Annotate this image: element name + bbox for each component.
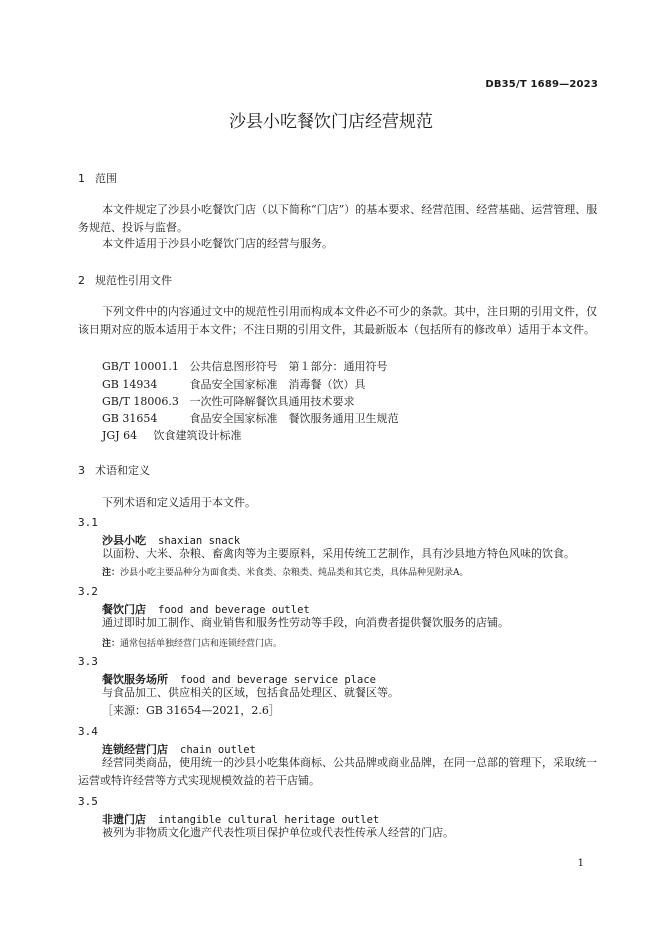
term-number: 3.1 — [78, 516, 98, 529]
term-source: ［来源：GB 31654—2021，2.6］ — [102, 704, 280, 717]
reference-item — [102, 393, 355, 409]
term-name-cn: 非遗门店 — [102, 813, 146, 826]
note-label: 注： — [102, 568, 121, 578]
section-number: 3 — [78, 464, 85, 477]
reference-item — [102, 427, 242, 443]
term-definition: 与食品加工、供应相关的区域，包括食品处理区、就餐区等。 — [102, 686, 399, 699]
sec2-paragraph-1: 下列文件中的内容通过文中的规范性引用而构成本文件必不可少的条款。其中，注日期的引用文件，仅该日期对应的版本适用于本文件；不注日期的引用文件，其最新版本（包括所有的修改单）适用于本文件。 — [78, 305, 597, 336]
term-number: 3.2 — [78, 585, 98, 598]
term-definition: 被列为非物质文化遗产代表性项目保护单位或代表性传承人经营的门店。 — [102, 826, 454, 839]
reference-item — [102, 376, 366, 392]
section-2-heading — [78, 272, 172, 288]
section-title: 规范性引用文件 — [95, 274, 172, 287]
term-note — [102, 565, 469, 578]
reference-name: 饮食建筑设计标准 — [153, 429, 242, 442]
section-1-heading — [78, 170, 117, 186]
term-name-cn: 连锁经营门店 — [102, 743, 168, 756]
section-title: 范围 — [95, 172, 117, 185]
reference-name: 食品安全国家标准 餐饮服务通用卫生规范 — [189, 412, 399, 425]
sec1-paragraph-1: 本文件规定了沙县小吃餐饮门店（以下简称“门店”）的基本要求、经营范围、经营基础、运营管理、服务规范、投诉与监督。 — [78, 203, 598, 234]
term-name-en: intangible cultural heritage outlet — [158, 814, 380, 826]
term-name-en: food and beverage outlet — [158, 604, 310, 616]
term-name-en: food and beverage service place — [180, 674, 376, 686]
reference-code: GB/T 18006.3 — [102, 395, 179, 408]
term-number: 3.3 — [78, 655, 98, 668]
document-title: 沙县小吃餐饮门店经营规范 — [229, 112, 433, 132]
section-number: 2 — [78, 274, 85, 287]
reference-name: 食品安全国家标准 消毒餐（饮）具 — [189, 378, 366, 391]
term-number: 3.4 — [78, 725, 98, 738]
term-name-cn: 餐饮服务场所 — [102, 673, 168, 686]
reference-code: GB 31654 — [102, 412, 158, 425]
section-title: 术语和定义 — [95, 464, 150, 477]
section-number: 1 — [78, 172, 85, 185]
reference-item — [102, 410, 399, 426]
reference-code: GB 14934 — [102, 378, 158, 391]
reference-name: 一次性可降解餐饮具通用技术要求 — [189, 395, 355, 408]
term-definition: 通过即时加工制作、商业销售和服务性劳动等手段，向消费者提供餐饮服务的店铺。 — [102, 616, 509, 629]
page-number: 1 — [577, 858, 584, 869]
term-number: 3.5 — [78, 795, 98, 808]
document-code: DB35/T 1689—2023 — [485, 79, 598, 90]
term-note — [102, 636, 282, 649]
term-name-cn: 沙县小吃 — [102, 534, 146, 547]
term-definition: 经营同类商品，使用统一的沙县小吃集体商标、公共品牌或商业品牌，在同一总部的管理下，采取统一运营或特许经营等方式实现规模效益的若干店铺。 — [78, 756, 597, 787]
term-name-cn: 餐饮门店 — [102, 603, 146, 616]
reference-item — [102, 358, 388, 374]
sec3-intro: 下列术语和定义适用于本文件。 — [102, 496, 256, 509]
term-name-en: chain outlet — [180, 744, 256, 756]
note-text: 通常包括单独经营门店和连锁经营门店。 — [120, 639, 283, 649]
reference-code: GB/T 10001.1 — [102, 360, 179, 373]
note-text: 沙县小吃主要品种分为面食类、米食类、杂粮类、炖品类和其它类，具体品种见附录A。 — [120, 568, 469, 578]
section-3-heading — [78, 462, 150, 478]
reference-code: JGJ 64 — [102, 429, 138, 442]
note-label: 注： — [102, 639, 121, 649]
sec1-paragraph-2: 本文件适用于沙县小吃餐饮门店的经营与服务。 — [102, 237, 333, 250]
term-name-en: shaxian snack — [158, 535, 241, 547]
term-definition: 以面粉、大米、杂粮、畜禽肉等为主要原料，采用传统工艺制作，具有沙县地方特色风味的饮食。 — [102, 547, 575, 560]
reference-name: 公共信息图形符号 第１部分：通用符号 — [189, 360, 388, 373]
